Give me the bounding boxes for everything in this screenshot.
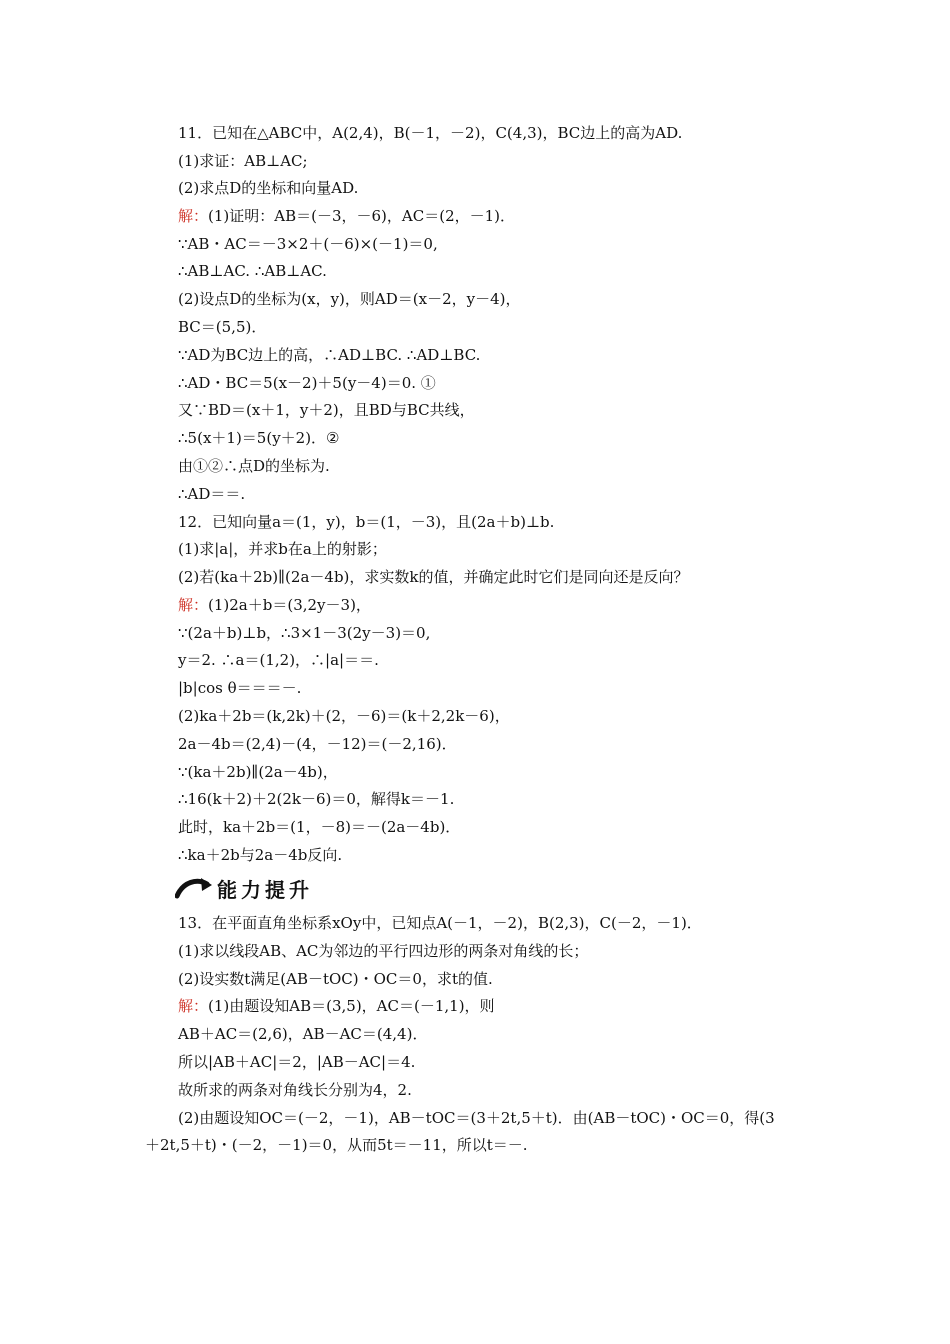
solution-12-line-10: ∴ka＋2b与2a－4b反向. <box>178 846 343 864</box>
solution-label: 解： <box>178 997 209 1015</box>
problem-11-statement: 11．已知在△ABC中，A(2,4)，B(－1，－2)，C(4,3)，BC边上的高为AD. <box>178 124 683 142</box>
solution-12-line-7: ∵(ka＋2b)∥(2a－4b)， <box>178 763 338 781</box>
solution-12-line-2: ∵(2a＋b)⊥b，∴3×1－3(2y－3)＝0, <box>178 624 431 642</box>
solution-text: (1)由题设知AB＝(3,5)，AC＝(－1,1)，则 <box>208 997 495 1015</box>
solution-label: 解： <box>178 596 209 614</box>
problem-12-statement: 12．已知向量a＝(1，y)，b＝(1，－3)，且(2a＋b)⊥b. <box>178 513 555 531</box>
solution-13-line-5: (2)由题设知OC＝(－2，－1)，AB－tOC＝(3＋2t,5＋t)．由(AB－tOC)・OC＝0，得(3 <box>178 1109 775 1127</box>
solution-13-line-3: 所以|AB＋AC|＝2，|AB－AC|＝4. <box>178 1053 416 1071</box>
solution-12-line-6: 2a－4b＝(2,4)－(4，－12)＝(－2,16)． <box>178 735 457 753</box>
solution-text: (1)证明：AB＝(－3，－6)，AC＝(2，－1)． <box>208 207 516 225</box>
curved-arrow-icon <box>175 876 213 900</box>
solution-11-line-1 <box>178 206 515 226</box>
problem-13-part-2: (2)设实数t满足(AB－tOC)・OC＝0，求t的值. <box>178 970 493 988</box>
solution-11-line-8: 又∵BD＝(x＋1，y＋2)，且BD与BC共线， <box>178 401 475 419</box>
section-banner <box>175 873 313 903</box>
solution-label: 解： <box>178 207 209 225</box>
problem-13-part-1: (1)求以线段AB、AC为邻边的平行四边形的两条对角线的长； <box>178 942 589 960</box>
solution-12-line-5: (2)ka＋2b＝(k,2k)＋(2，－6)＝(k＋2,2k－6)， <box>178 707 510 725</box>
problem-11-part-1: (1)求证：AB⊥AC; <box>178 152 308 170</box>
solution-11-line-7: ∴AD・BC＝5(x－2)＋5(y－4)＝0. ① <box>178 374 436 392</box>
solution-11-line-5: BC＝(5,5)． <box>178 318 267 336</box>
solution-13-line-4: 故所求的两条对角线长分别为4，2. <box>178 1081 412 1099</box>
problem-13-statement: 13．在平面直角坐标系xOy中，已知点A(－1，－2)，B(2,3)，C(－2，－1)． <box>178 914 702 932</box>
solution-13-line-6: ＋2t,5＋t)・(－2，－1)＝0，从而5t＝－11，所以t＝－. <box>145 1136 528 1154</box>
solution-12-line-1 <box>178 595 371 615</box>
section-heading: 能力提升 <box>217 877 313 902</box>
solution-13-line-1 <box>178 996 495 1016</box>
solution-11-line-3: ∴AB⊥AC. ∴AB⊥AC. <box>178 262 327 280</box>
problem-12-part-1: (1)求|a|，并求b在a上的射影； <box>178 540 387 558</box>
solution-13-line-2: AB＋AC＝(2,6)，AB－AC＝(4,4)． <box>178 1025 428 1043</box>
solution-12-line-3: y＝2. ∴a＝(1,2)，∴|a|＝＝. <box>178 651 379 669</box>
solution-11-line-4: (2)设点D的坐标为(x，y)，则AD＝(x－2，y－4)， <box>178 290 521 308</box>
solution-11-line-6: ∵AD为BC边上的高，∴AD⊥BC. ∴AD⊥BC. <box>178 346 481 364</box>
solution-11-line-9: ∴5(x＋1)＝5(y＋2)．② <box>178 429 340 447</box>
solution-11-line-10: 由①②∴点D的坐标为. <box>178 457 330 475</box>
problem-12-part-2: (2)若(ka＋2b)∥(2a－4b)，求实数k的值，并确定此时它们是同向还是反向？ <box>178 568 689 586</box>
solution-12-line-4: |b|cos θ＝＝＝－. <box>178 679 302 697</box>
problem-11-part-2: (2)求点D的坐标和向量AD. <box>178 179 359 197</box>
solution-text: (1)2a＋b＝(3,2y－3)， <box>208 596 371 614</box>
solution-11-line-2: ∵AB・AC＝－3×2＋(－6)×(－1)＝0, <box>178 235 438 253</box>
solution-12-line-9: 此时，ka＋2b＝(1，－8)＝－(2a－4b)． <box>178 818 461 836</box>
solution-12-line-8: ∴16(k＋2)＋2(2k－6)＝0，解得k＝－1. <box>178 790 455 808</box>
solution-11-line-11: ∴AD＝＝. <box>178 485 246 503</box>
